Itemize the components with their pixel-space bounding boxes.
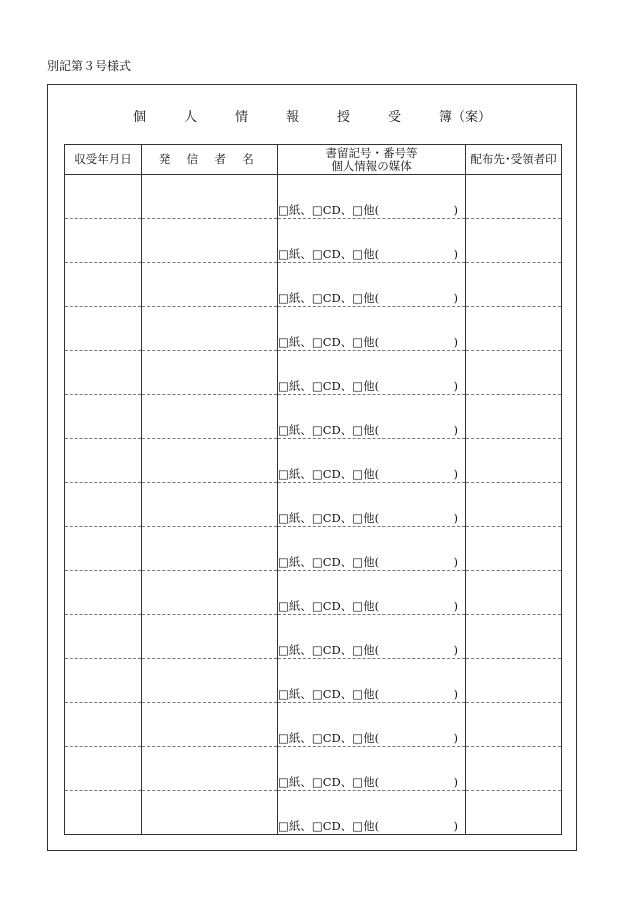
media-options-text: □紙、□CD、□他(: [278, 731, 380, 745]
sender-cell[interactable]: [142, 175, 278, 219]
media-cell[interactable]: [278, 571, 466, 615]
media-close-paren: ): [453, 599, 458, 613]
seal-cell[interactable]: [466, 615, 562, 659]
seal-cell[interactable]: [466, 747, 562, 791]
table-row: [65, 175, 562, 219]
media-cell[interactable]: [278, 219, 466, 263]
header-registry-line2: 個人情報の媒体: [331, 158, 412, 173]
table-row: [65, 659, 562, 703]
table-row: [65, 351, 562, 395]
media-options-text: □紙、□CD、□他(: [278, 775, 380, 789]
media-options-text: □紙、□CD、□他(: [278, 247, 380, 261]
media-close-paren: ): [453, 819, 458, 833]
sender-cell[interactable]: [142, 483, 278, 527]
ledger-table: [64, 144, 562, 835]
media-close-paren: ): [453, 335, 458, 349]
media-close-paren: ): [453, 423, 458, 437]
date-cell[interactable]: [65, 747, 142, 791]
media-close-paren: ): [453, 291, 458, 305]
sender-cell[interactable]: [142, 307, 278, 351]
media-close-paren: ): [453, 775, 458, 789]
table-row: [65, 615, 562, 659]
header-registry-line1: 書留記号・番号等: [325, 145, 418, 160]
table-row: [65, 527, 562, 571]
title-char: 受: [388, 110, 402, 125]
date-cell[interactable]: [65, 439, 142, 483]
media-options-text: □紙、□CD、□他(: [278, 203, 380, 217]
sender-cell[interactable]: [142, 747, 278, 791]
media-cell[interactable]: [278, 351, 466, 395]
date-cell[interactable]: [65, 571, 142, 615]
title-char: 人: [183, 110, 197, 125]
media-options-text: □紙、□CD、□他(: [278, 291, 380, 305]
title-char: 個: [132, 110, 146, 125]
media-options-text: □紙、□CD、□他(: [278, 423, 380, 437]
seal-cell[interactable]: [466, 351, 562, 395]
media-cell[interactable]: [278, 703, 466, 747]
table-row: [65, 571, 562, 615]
seal-cell[interactable]: [466, 307, 562, 351]
media-options-text: □紙、□CD、□他(: [278, 687, 380, 701]
media-options-text: □紙、□CD、□他(: [278, 335, 380, 349]
media-cell[interactable]: [278, 615, 466, 659]
media-cell[interactable]: [278, 483, 466, 527]
media-cell[interactable]: [278, 395, 466, 439]
media-options-text: □紙、□CD、□他(: [278, 643, 380, 657]
media-cell[interactable]: [278, 307, 466, 351]
form-number-label: 別記第３号様式: [47, 59, 132, 73]
seal-cell[interactable]: [466, 219, 562, 263]
table-row: [65, 791, 562, 835]
table-row: [65, 483, 562, 527]
sender-cell[interactable]: [142, 219, 278, 263]
sender-cell[interactable]: [142, 703, 278, 747]
table-row: [65, 395, 562, 439]
date-cell[interactable]: [65, 703, 142, 747]
media-cell[interactable]: [278, 791, 466, 835]
media-options-text: □紙、□CD、□他(: [278, 511, 380, 525]
media-close-paren: ): [453, 379, 458, 393]
sender-cell[interactable]: [142, 571, 278, 615]
media-close-paren: ): [453, 687, 458, 701]
seal-cell[interactable]: [466, 703, 562, 747]
seal-cell[interactable]: [466, 791, 562, 835]
sender-cell[interactable]: [142, 527, 278, 571]
ledger-frame: [47, 84, 577, 851]
seal-cell[interactable]: [466, 263, 562, 307]
media-cell[interactable]: [278, 747, 466, 791]
date-cell[interactable]: [65, 615, 142, 659]
document-title: [48, 106, 576, 125]
media-close-paren: ): [453, 731, 458, 745]
date-cell[interactable]: [65, 791, 142, 835]
date-cell[interactable]: [65, 219, 142, 263]
media-cell[interactable]: [278, 175, 466, 219]
media-options-text: □紙、□CD、□他(: [278, 819, 380, 833]
media-close-paren: ): [453, 555, 458, 569]
media-options-text: □紙、□CD、□他(: [278, 379, 380, 393]
date-cell[interactable]: [65, 527, 142, 571]
seal-cell[interactable]: [466, 527, 562, 571]
media-close-paren: ): [453, 467, 458, 481]
seal-cell[interactable]: [466, 659, 562, 703]
title-char: 授: [337, 110, 351, 125]
title-char: 報: [285, 110, 299, 125]
sender-cell[interactable]: [142, 351, 278, 395]
date-cell[interactable]: [65, 351, 142, 395]
title-char: 情: [234, 110, 248, 125]
title-char: 簿（案）: [439, 110, 492, 125]
media-cell[interactable]: [278, 439, 466, 483]
seal-cell[interactable]: [466, 395, 562, 439]
date-cell[interactable]: [65, 175, 142, 219]
sender-cell[interactable]: [142, 439, 278, 483]
media-cell[interactable]: [278, 527, 466, 571]
table-row: [65, 747, 562, 791]
seal-cell[interactable]: [466, 571, 562, 615]
table-row: [65, 439, 562, 483]
sender-cell[interactable]: [142, 791, 278, 835]
header-date: 収受年月日: [65, 145, 142, 175]
date-cell[interactable]: [65, 659, 142, 703]
table-row: [65, 307, 562, 351]
header-distribution: 配布先･受領者印: [466, 145, 562, 175]
sender-cell[interactable]: [142, 615, 278, 659]
date-cell[interactable]: [65, 483, 142, 527]
media-options-text: □紙、□CD、□他(: [278, 599, 380, 613]
sender-cell[interactable]: [142, 395, 278, 439]
seal-cell[interactable]: [466, 483, 562, 527]
table-row: [65, 263, 562, 307]
date-cell[interactable]: [65, 263, 142, 307]
media-options-text: □紙、□CD、□他(: [278, 467, 380, 481]
date-cell[interactable]: [65, 395, 142, 439]
seal-cell[interactable]: [466, 439, 562, 483]
header-registry: [278, 145, 466, 175]
date-cell[interactable]: [65, 307, 142, 351]
seal-cell[interactable]: [466, 175, 562, 219]
table-row: [65, 219, 562, 263]
table-row: [65, 703, 562, 747]
media-cell[interactable]: [278, 659, 466, 703]
header-sender: 発 信 者 名: [142, 145, 278, 175]
media-cell[interactable]: [278, 263, 466, 307]
sender-cell[interactable]: [142, 659, 278, 703]
ledger-body: [65, 175, 562, 835]
media-close-paren: ): [453, 511, 458, 525]
media-close-paren: ): [453, 203, 458, 217]
sender-cell[interactable]: [142, 263, 278, 307]
media-close-paren: ): [453, 643, 458, 657]
media-options-text: □紙、□CD、□他(: [278, 555, 380, 569]
media-close-paren: ): [453, 247, 458, 261]
header-row: [65, 145, 562, 175]
